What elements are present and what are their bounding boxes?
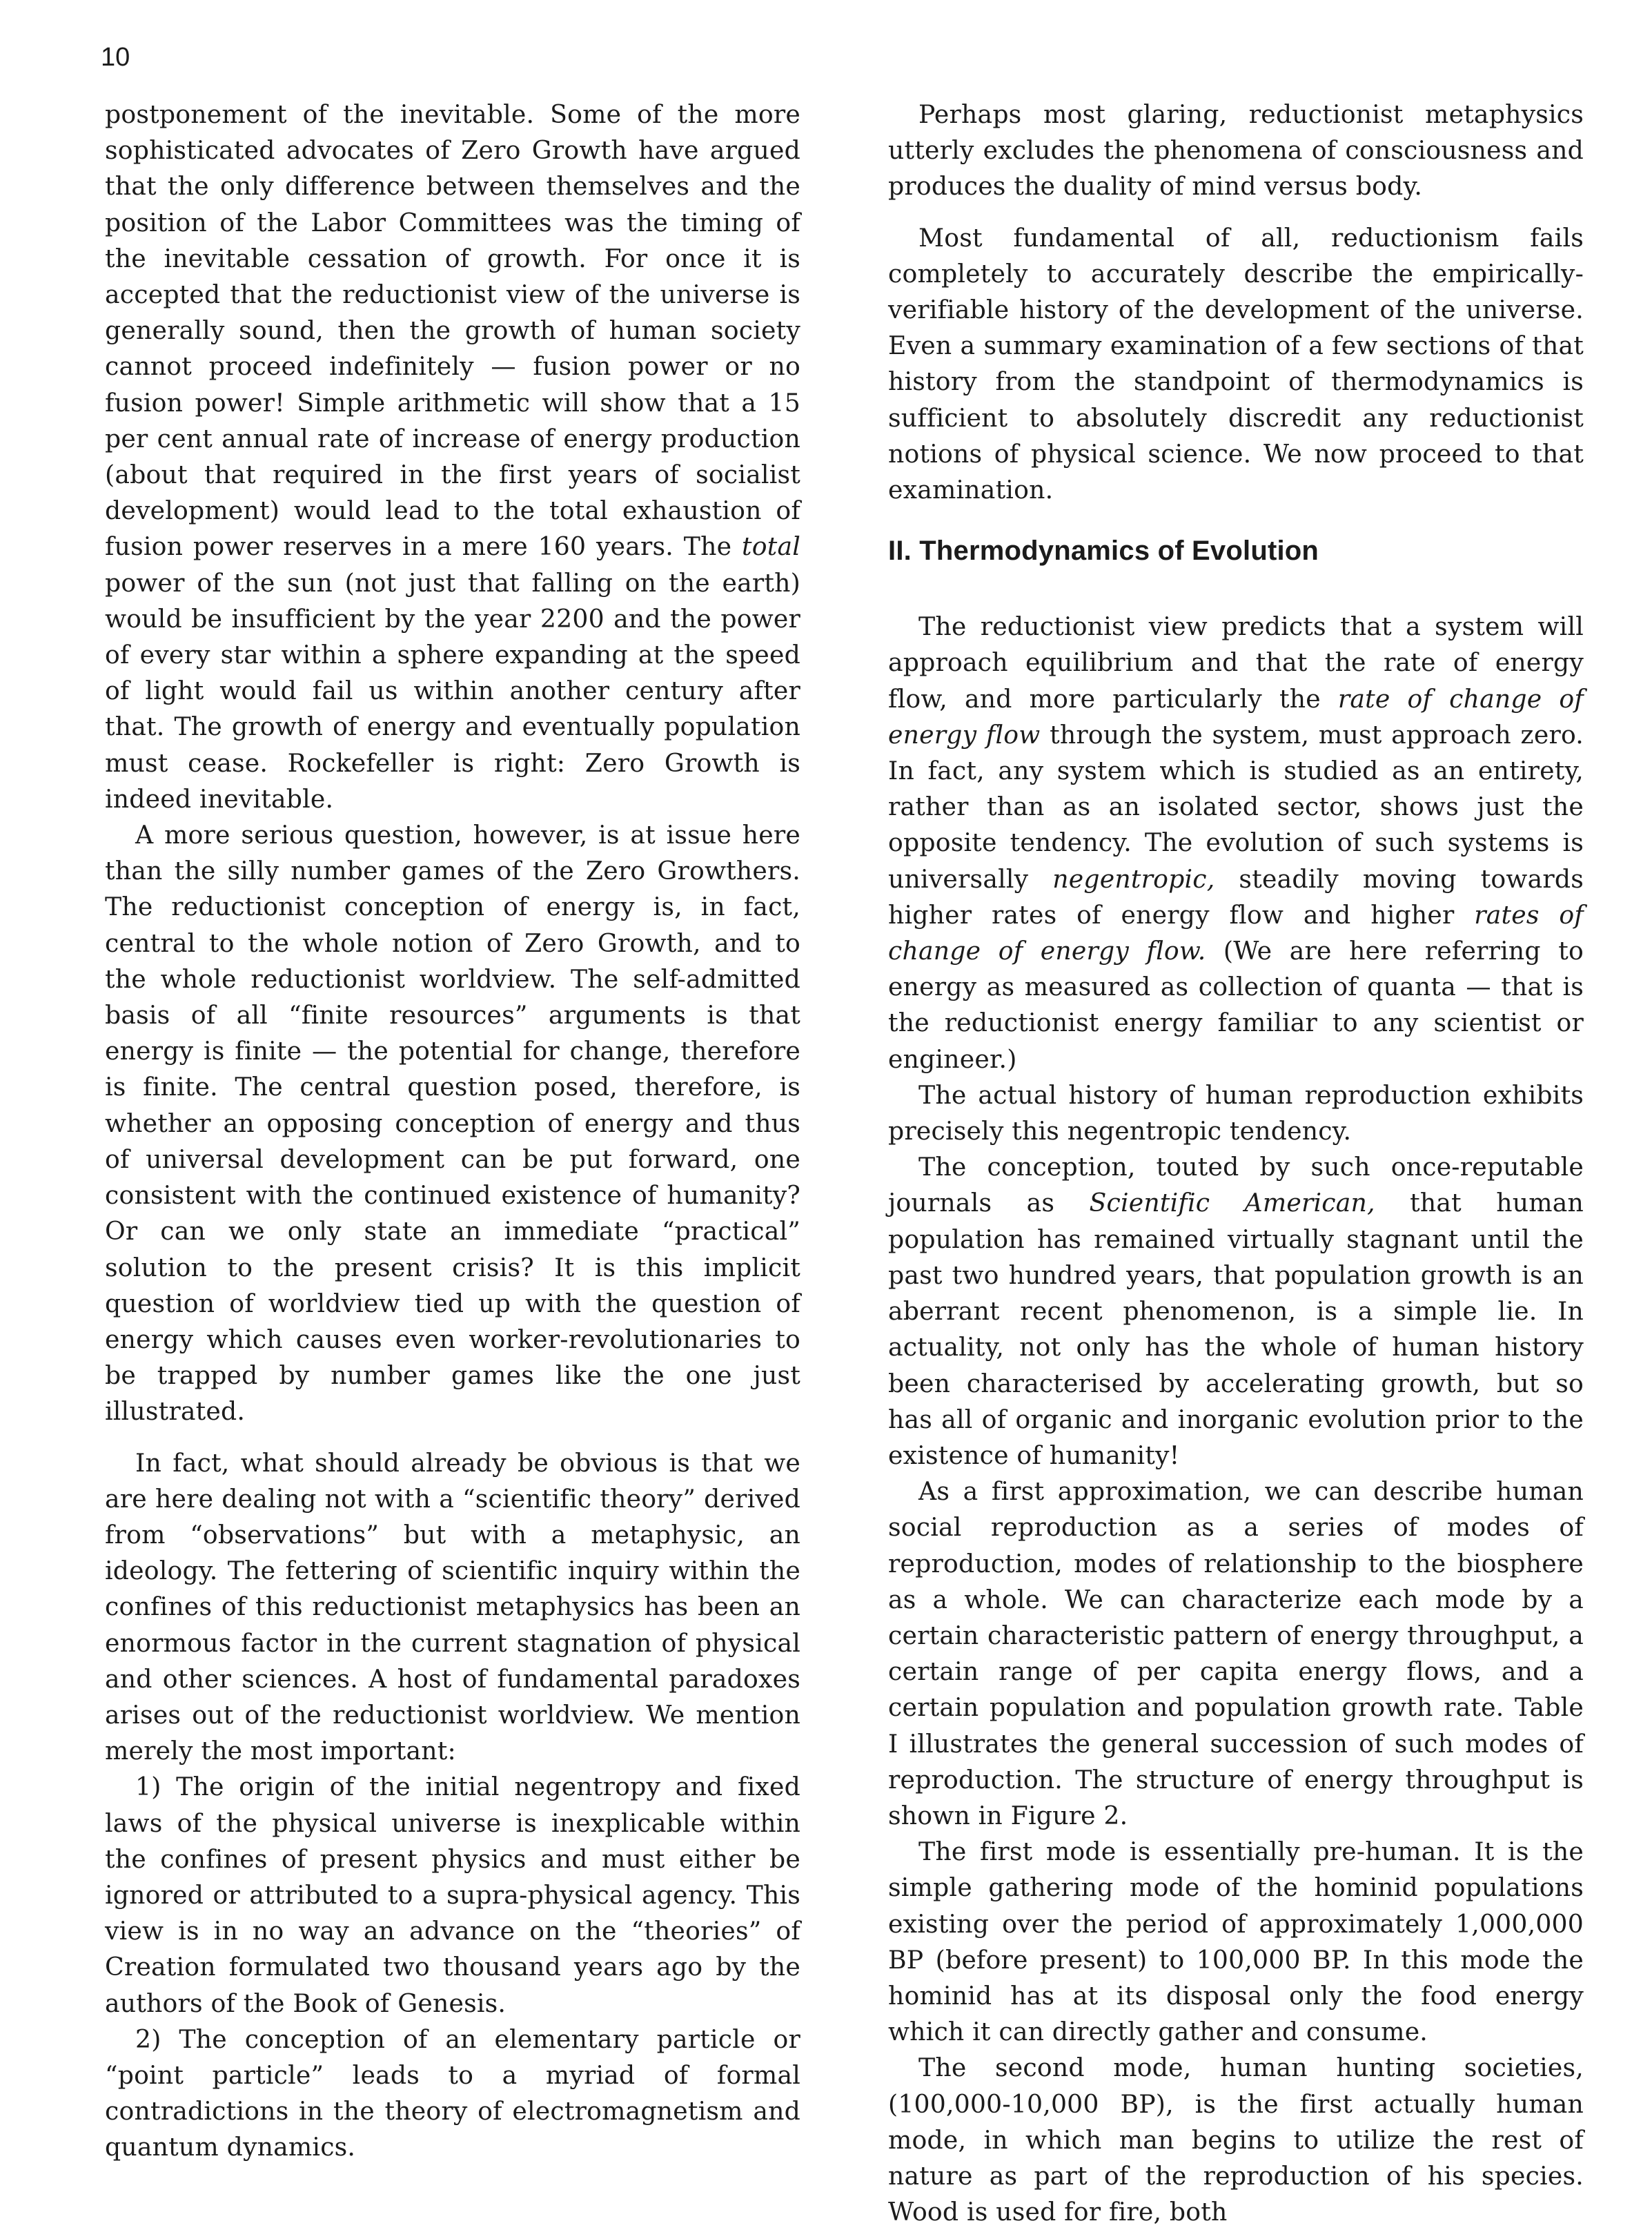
paragraph: In fact, what should already be obvious is that we are here dealing not with a “scientific theory” derived from “observations” but with a metaphysic, an ideology. The fettering of scientific inquiry within the confines of this reductionist metaphysics has been an enormous factor in the current stagnation of physical and other sciences. A host of fundamental paradoxes arises out of the reductionist worldview. We mention merely the most important:	[105, 1447, 800, 1766]
paragraph: Perhaps most glaring, reductionist metaphysics utterly excludes the phenomena of consciousness and produces the duality of mind versus body.	[888, 99, 1584, 202]
paragraph: As a first approximation, we can describe human social reproduction as a series of modes of reproduction, modes of relationship to the biosphere as a whole. We can characterize each mode by a certain characteristic pattern of energy throughput, a certain range of per capita energy flows, and a certain population and population growth rate. Table I illustrates the general succession of such modes of reproduction. The structure of energy throughput is shown in Figure 2.	[888, 1476, 1584, 1830]
paragraph: Most fundamental of all, reductionism fails completely to accurately describe the empirically-verifiable history of the development of the universe. Even a summary examination of a few sections of that history from the standpoint of thermodynamics is sufficient to absolutely discredit any reductionist notions of physical science. We now proceed to that examination.	[888, 222, 1584, 505]
paragraph	[105, 97, 800, 817]
emphasis-text: negentropic,	[1052, 863, 1215, 894]
emphasis-text: rates of change of energy flow.	[888, 899, 1584, 966]
paragraph: 2) The conception of an elementary particle or “point particle” leads to a myriad of formal contradictions in the theory of electromagnetism and quantum dynamics.	[105, 2024, 800, 2162]
page-number: 10	[101, 43, 130, 72]
paragraph-text: The conception, touted by such once-reputable journals as	[888, 1152, 1584, 1218]
paragraph-text: (We are here referring to energy as measured as collection of quanta — that is the reductionist energy familiar to any scientist or engineer.)	[888, 936, 1584, 1074]
emphasis-text: rate of change of energy flow	[888, 683, 1584, 750]
paragraph-text: that human population has remained virtually stagnant until the past two hundred years, that population growth is an aberrant recent phenomenon, is a simple lie. In actuality, not only has the whole of human history been characterised by accelerating growth, but so has all of organic and inorganic evolution prior to the existence of humanity!	[888, 1188, 1584, 1470]
section-heading: II. Thermodynamics of Evolution	[888, 536, 1319, 567]
paragraph-text: power of the sun (not just that falling on the earth) would be insufficient by the year 2200 and the power of every star within a sphere expanding at the speed of light would fail us within another century after that. The growth of energy and eventually population must cease. Rockefeller is right: Zero Growth is indeed inevitable.	[105, 567, 800, 814]
paragraph-text: through the system, must approach zero. In fact, any system which is studied as an entirety, rather than as an isolated sector, shows just the opposite tendency. The evolution of such systems is universally	[888, 719, 1584, 894]
paragraph: 1) The origin of the initial negentropy and fixed laws of the physical universe is inexplicable within the confines of present physics and must either be ignored or attributed to a supra-physical agency. This view is in no way an advance on the “theories” of Creation formulated two thousand years ago by the authors of the Book of Genesis.	[105, 1772, 800, 2018]
right-column	[888, 97, 1584, 2230]
paragraph	[888, 1149, 1584, 1474]
paragraph-text: postponement of the inevitable. Some of the more sophisticated advocates of Zero Growth have argued that the only difference between themselves and the position of the Labor Committees was the timing of the inevitable cessation of growth. For once it is accepted that the reductionist view of the universe is generally sound, then the growth of human society cannot proceed indefinitely — fusion power or no fusion power! Simple arithmetic will show that a 15 per cent annual rate of increase of energy production (about that required in the first years of socialist development) would lead to the total exhaustion of fusion power reserves in a mere 160 years. The	[105, 99, 800, 562]
paragraph: A more serious question, however, is at issue here than the silly number games of the Zero Growthers. The reductionist conception of energy is, in fact, central to the whole notion of Zero Growth, and to the whole reductionist worldview. The self-admitted basis of all “finite resources” arguments is that energy is finite — the potential for change, therefore is finite. The central question posed, therefore, is whether an opposing conception of energy and thus of universal development can be put forward, one consistent with the continued existence of humanity? Or can we only state an immediate “practical” solution to the present crisis? It is this implicit question of worldview tied up with the question of energy which causes even worker-revolutionaries to be trapped by number games like the one just illustrated.	[105, 820, 800, 1427]
paragraph: The actual history of human reproduction exhibits precisely this negentropic tendency.	[888, 1079, 1584, 1146]
paragraph-text: The reductionist view predicts that a system will approach equilibrium and that the rate of energy flow, and more particularly the	[888, 612, 1584, 714]
emphasis-text: Scientific American,	[1089, 1188, 1375, 1218]
paragraph: The first mode is essentially pre-human. It is the simple gathering mode of the hominid populations existing over the period of approximately 1,000,000 BP (before present) to 100,000 BP. In this mode the hominid has at its disposal only the food energy which it can directly gather and consume.	[888, 1837, 1584, 2047]
left-column	[105, 97, 800, 2166]
paragraph: The second mode, human hunting societies, (100,000-10,000 BP), is the first actually human mode, in which man begins to utilize the rest of nature as part of the reproduction of his species. Wood is used for fire, both	[888, 2053, 1584, 2227]
paragraph	[888, 609, 1584, 1077]
emphasis-text: total	[741, 531, 800, 562]
paragraph-text: steadily moving towards higher rates of energy flow and higher	[888, 863, 1584, 930]
